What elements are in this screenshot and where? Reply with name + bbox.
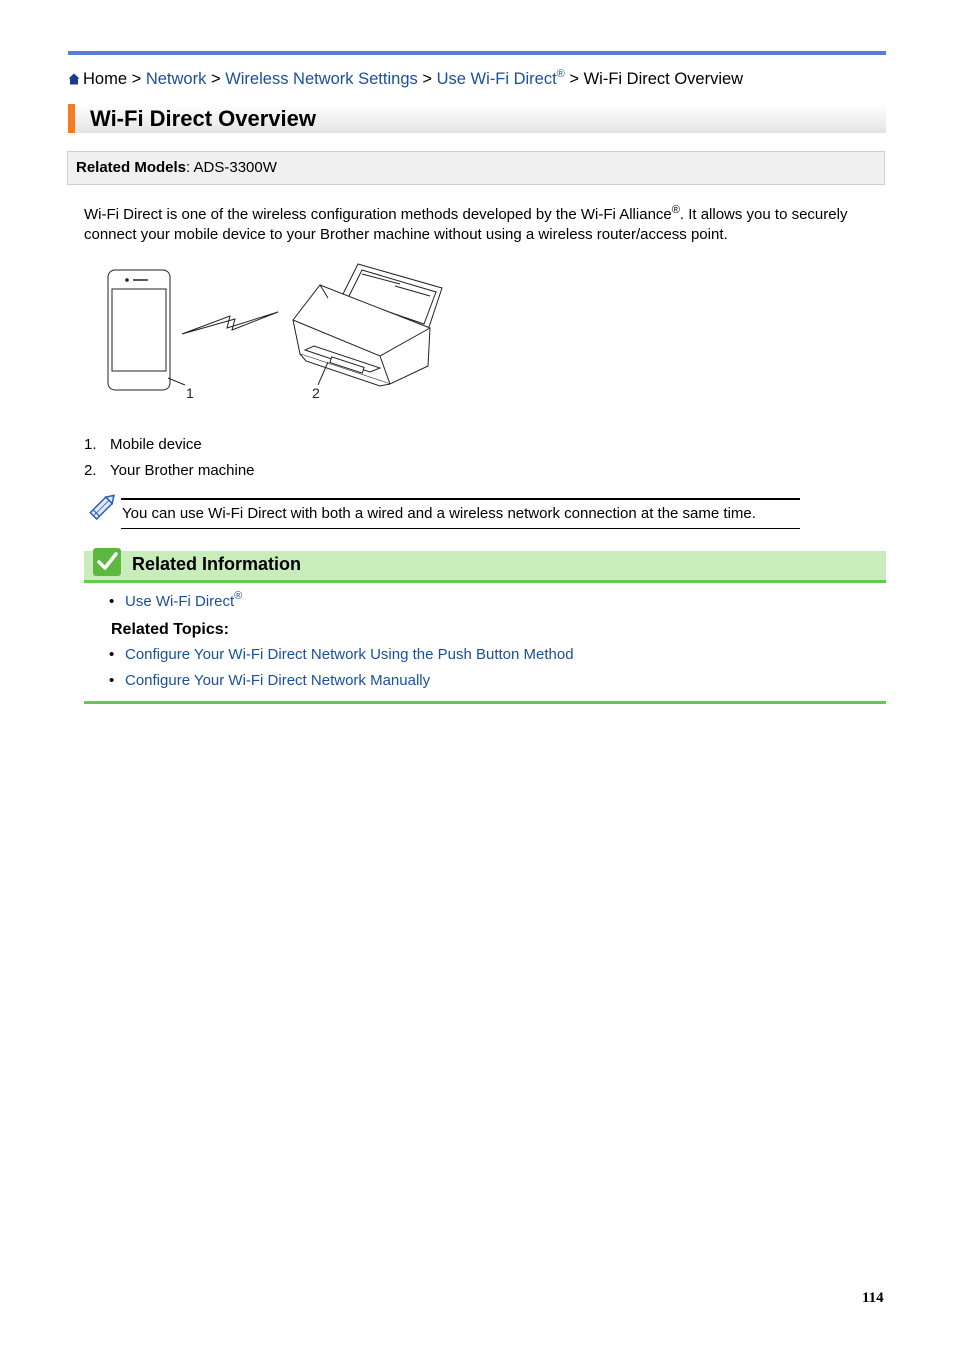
configure-manually-link[interactable]: Configure Your Wi-Fi Direct Network Manually (125, 672, 431, 689)
related-models-box (67, 151, 885, 185)
breadcrumb-separator: > (131, 70, 142, 88)
registered-mark: ® (671, 204, 680, 216)
bullet: • (109, 672, 115, 689)
checkmark-icon (93, 548, 121, 576)
title-accent (68, 104, 75, 133)
list-number: 1. (84, 436, 97, 453)
list-item (84, 458, 255, 484)
breadcrumb-separator: > (422, 70, 432, 88)
intro-paragraph (84, 205, 864, 245)
callout-1: 1 (186, 385, 194, 401)
registered-mark: ® (556, 68, 565, 80)
breadcrumb-wireless-settings-link[interactable]: Wireless Network Settings (225, 70, 418, 88)
mobile-device-drawing (108, 270, 170, 390)
page-title-bar (68, 104, 886, 133)
related-topics-list (109, 645, 574, 697)
intro-text-2: . It allows you to securely connect your mobile device to your Brother machine without using a wireless router/access point. (84, 206, 848, 243)
list-item (109, 645, 574, 671)
related-parent-list (109, 592, 242, 618)
note-box: You can use Wi-Fi Direct with both a wired and a wireless network connection at the same time. (121, 498, 800, 529)
push-button-method-link[interactable]: Configure Your Wi-Fi Direct Network Using the Push Button Method (125, 646, 574, 663)
pencil-icon (86, 490, 120, 524)
bullet: • (109, 646, 115, 663)
home-icon[interactable] (68, 70, 80, 90)
legend-list (84, 432, 255, 484)
page-number: 114 (862, 1290, 884, 1306)
callout-leader-1 (168, 378, 185, 385)
breadcrumb-current: Wi-Fi Direct Overview (583, 70, 744, 88)
related-models-label: Related Models (76, 159, 187, 176)
callout-2: 2 (312, 385, 320, 401)
wifi-direct-illustration (100, 258, 450, 403)
list-item (109, 592, 242, 618)
breadcrumb-separator: > (569, 70, 579, 88)
breadcrumb-home[interactable]: Home (83, 70, 128, 88)
wireless-signal-icon (182, 312, 278, 334)
use-wifi-direct-link[interactable] (125, 590, 243, 610)
bullet: • (109, 593, 115, 610)
list-text: Mobile device (110, 436, 202, 453)
related-models-value: : ADS-3300W (186, 159, 277, 176)
page-title: Wi-Fi Direct Overview (90, 106, 316, 131)
top-rule (68, 51, 886, 55)
related-topics-label: Related Topics: (111, 621, 229, 638)
related-information-header (84, 551, 886, 583)
breadcrumb-use-wifi-direct-link[interactable] (437, 70, 565, 88)
list-item (84, 432, 255, 458)
related-information-heading: Related Information (132, 554, 302, 574)
intro-text-1: Wi-Fi Direct is one of the wireless configuration methods developed by the Wi-Fi Alliance (84, 206, 672, 223)
registered-mark: ® (234, 590, 243, 602)
list-number: 2. (84, 462, 97, 479)
breadcrumb (68, 69, 743, 90)
list-text: Your Brother machine (110, 462, 255, 479)
use-wifi-direct-link-text[interactable]: Use Wi-Fi Direct (125, 593, 235, 610)
breadcrumb-network-link[interactable]: Network (145, 70, 207, 88)
list-item (109, 671, 574, 697)
breadcrumb-separator: > (210, 70, 221, 88)
breadcrumb-use-wifi-direct-text[interactable]: Use Wi-Fi Direct (436, 70, 557, 88)
related-bottom-rule (84, 701, 886, 704)
scanner-drawing (293, 264, 442, 386)
